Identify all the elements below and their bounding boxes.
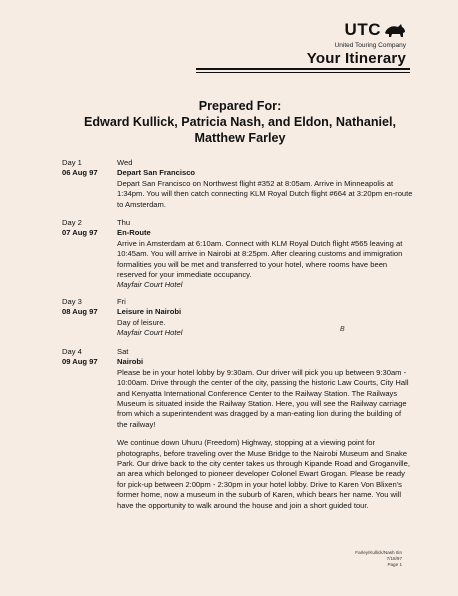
day-label [62,158,98,179]
day-date: 09 Aug 97 [62,357,98,367]
day-title: Leisure in Nairobi [117,307,182,317]
prepared-for-block [40,98,440,146]
day-date: 07 Aug 97 [62,228,98,238]
day-entry [117,158,413,210]
day-title: Depart San Francisco [117,168,196,178]
day-entry [117,347,413,511]
header-rule-thin [196,72,410,73]
day-title: En-Route [117,228,151,238]
brand-block [335,20,406,49]
hotel-name: Mayfair Court Hotel [117,280,183,290]
day-title: Nairobi [117,357,144,367]
day-number: Day 2 [62,218,82,227]
document-footer [355,550,402,568]
day-description: Depart San Francisco on Northwest flight #352 at 8:05am. Arrive in Minneapolis at 1:34pm. You will then catch connecting KLM Royal Dutch flight #664 at 3:20pm en-route to Amsterdam. [117,178,413,209]
company-name: United Touring Company [334,42,406,49]
header-title: Your Itinerary [306,50,406,67]
day-description: Day of leisure. [117,317,166,327]
day-label [62,218,98,239]
prepared-heading: Prepared For: [198,99,282,113]
day-number: Day 4 [62,347,82,356]
day-date: 08 Aug 97 [62,307,98,317]
day-entry [117,218,413,291]
day-description: Arrive in Amsterdam at 6:10am. Connect with KLM Royal Dutch flight #565 leaving at 10:45am. You will arrive in Nairobi at 8:25pm. After clearing customs and immigration formalities you will be met and transferred to your hotel, where rooms have been reserved for your immediate occupancy. [117,238,403,280]
day-number: Day 3 [62,297,82,306]
weekday: Wed [117,158,133,167]
weekday: Thu [117,218,131,227]
day-entry [117,297,413,339]
hotel-name: Mayfair Court Hotel [117,328,183,338]
day-label [62,297,98,318]
header-rule [196,68,410,70]
day-description-continued: We continue down Uhuru (Freedom) Highway, stopping at a viewing point for photographs, before traveling over the Muse Bridge to the Nairobi Museum and Snake Park. Our drive back to the city center takes us through Kipande Road and Groganville, an area which belonged to pioneer developer Colonel Ewart Grogan. Please be ready for pick-up between 2:00pm - 2:30pm in your hotel lobby. Drive to Karen Von Blixen's former home, now a museum in the suburb of Karen, which bears her name. You will have the opportunity to walk around the house and join a short guided tour. [117,438,410,510]
day-description: Please be in your hotel lobby by 9:30am. Our driver will pick you up between 9:30am - 10:00am. Drive through the center of the city, passing the historic Law Courts, City Hall and Kenyatta International Conference Center to the Railway Station. The Railways Museum is situated inside the Railway Station. Here, you will see the Railway carriage from which a superintendent was dragged by a man-eating lion during the building of the railway! [117,367,409,429]
traveler-names-line2: Matthew Farley [194,131,286,145]
weekday: Sat [117,347,129,356]
day-label [62,347,98,368]
margin-mark: B [340,326,345,333]
footer-reference: Farley/Kullick/Nash Itin [355,550,402,555]
logo [335,20,406,40]
rhino-logo-icon [384,21,406,39]
day-number: Day 1 [62,158,82,167]
logo-text: UTC [344,20,381,39]
page-number: Page 1 [387,562,402,567]
day-date: 06 Aug 97 [62,168,98,178]
weekday: Fri [117,297,126,306]
footer-date: 7/18/97 [386,556,402,561]
traveler-names-line1: Edward Kullick, Patricia Nash, and Eldon, Nathaniel, [83,115,397,129]
